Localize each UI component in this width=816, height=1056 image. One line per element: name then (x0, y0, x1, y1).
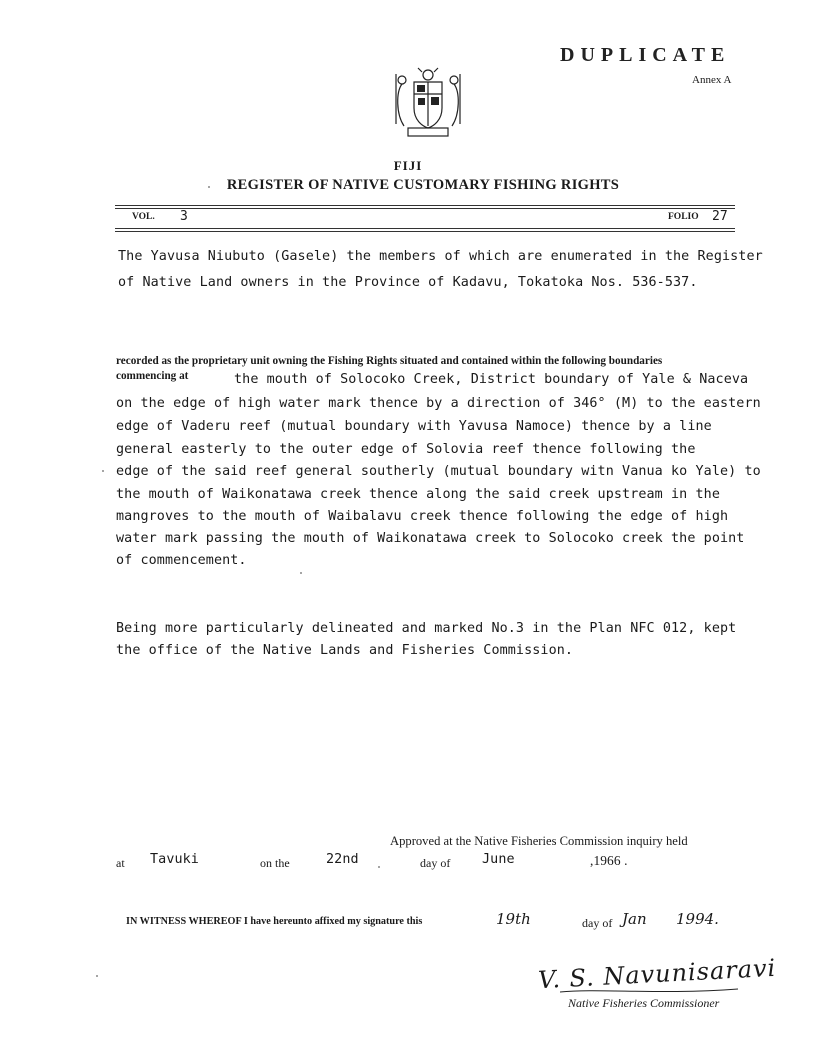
scan-speck (378, 866, 380, 868)
inquiry-month: June (482, 852, 515, 867)
inquiry-year: ,1966 . (590, 853, 628, 868)
boundary-line: the mouth of Waikonatawa creek thence along the said creek upstream in the (116, 487, 720, 502)
boundary-line: water mark passing the mouth of Waikonatawa creek to Solocoko creek the point (116, 531, 745, 546)
annex-label: Annex A (692, 74, 732, 86)
rule-bottom-1 (115, 228, 735, 229)
owners-line: of Native Land owners in the Province of Kadavu, Tokatoka Nos. 536-537. (118, 275, 698, 290)
approved-text: Approved at the Native Fisheries Commission inquiry held (390, 834, 688, 848)
scan-speck (102, 470, 104, 472)
day-of-label: day of (420, 856, 451, 870)
boundary-line: the mouth of Solocoko Creek, District boundary of Yale & Naceva (234, 372, 749, 387)
witness-text: IN WITNESS WHEREOF I have hereunto affixed my signature this (126, 916, 423, 927)
duplicate-stamp: DUPLICATE (560, 44, 731, 66)
witness-day: 19th (496, 910, 531, 928)
scan-speck (96, 975, 98, 977)
witness-month: Jan (622, 910, 647, 928)
delineated-line: the office of the Native Lands and Fisheries Commission. (116, 643, 574, 658)
register-title: REGISTER OF NATIVE CUSTOMARY FISHING RIGHTS (226, 177, 620, 193)
boundary-line: edge of the said reef general southerly (mutual boundary witn Vanua ko Yale) to (116, 464, 761, 479)
printed-recorded-text: recorded as the proprietary unit owning the Fishing Rights situated and contained within the following boundaries (116, 355, 663, 367)
boundary-line: of commencement. (116, 553, 247, 568)
commissioner-title: Native Fisheries Commissioner (568, 996, 720, 1010)
boundary-line: on the edge of high water mark thence by a direction of 346° (M) to the eastern (116, 396, 761, 411)
delineated-line: Being more particularly delineated and marked No.3 in the Plan NFC 012, kept (116, 621, 737, 636)
vol-label: VOL. (132, 212, 155, 222)
signature-underline (560, 986, 740, 996)
coat-of-arms-icon (388, 64, 468, 142)
boundary-line: general easterly to the outer edge of Solovia reef thence following the (116, 442, 696, 457)
scan-speck (300, 572, 302, 574)
witness-year: 1994. (676, 910, 719, 928)
commissioner-signature: V. S. Navunisaravi (537, 953, 777, 995)
country-heading: FIJI (393, 158, 423, 173)
inquiry-day: 22nd (326, 852, 359, 867)
folio-label: FOLIO (668, 212, 699, 222)
witness-day-of-label: day of (582, 916, 613, 930)
boundary-line: mangroves to the mouth of Waibalavu creek thence following the edge of high (116, 509, 729, 524)
vol-value: 3 (180, 209, 188, 224)
inquiry-place: Tavuki (150, 852, 199, 867)
boundary-line: edge of Vaderu reef (mutual boundary with Yavusa Namoce) thence by a line (116, 419, 712, 434)
scan-speck (208, 186, 210, 188)
owners-line: The Yavusa Niubuto (Gasele) the members of which are enumerated in the Register (118, 249, 763, 264)
rule-top-1 (115, 205, 735, 206)
rule-bottom-2 (115, 231, 735, 232)
at-label: at (116, 856, 125, 870)
on-the-label: on the (260, 856, 290, 870)
rule-top-2 (115, 208, 735, 209)
printed-commencing-label: commencing at (116, 370, 189, 382)
folio-value: 27 (712, 209, 728, 224)
